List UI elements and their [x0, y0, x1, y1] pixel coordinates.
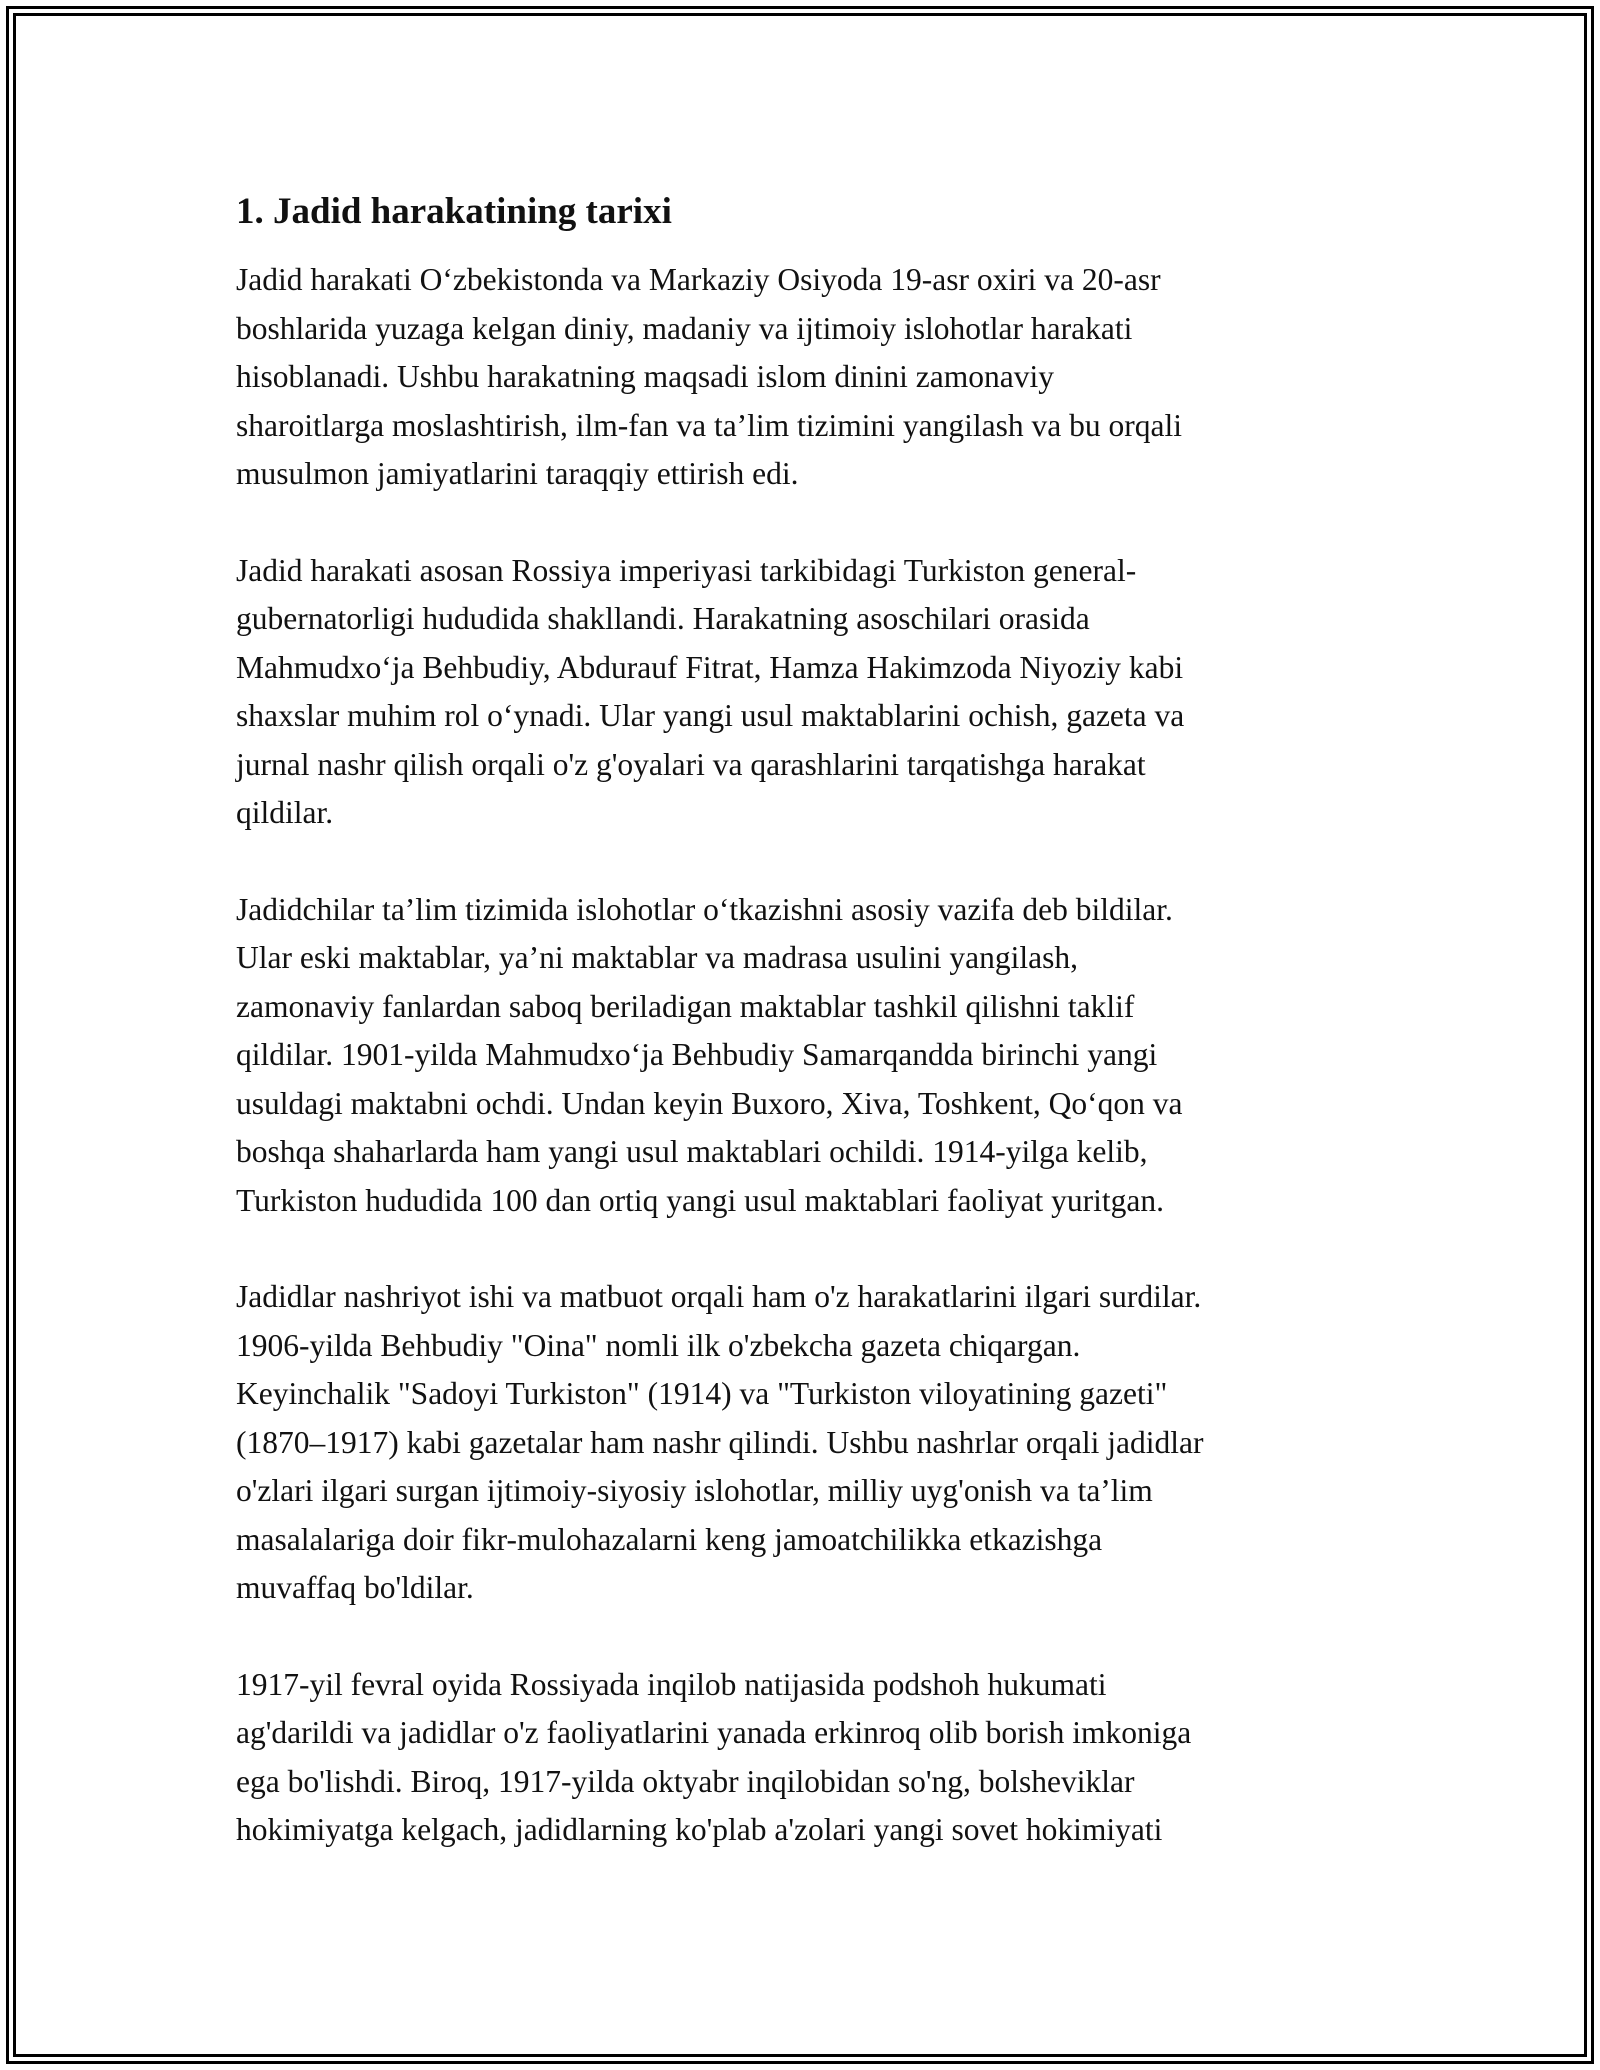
text-line: Ular eski maktablar, ya’ni maktablar va madrasa usulini yangilash,	[236, 940, 1078, 975]
text-line: boshlarida yuzaga kelgan diniy, madaniy va ijtimoiy islohotlar harakati	[236, 310, 1133, 346]
text-line: Turkiston hududida 100 dan ortiq yangi usul maktablari faoliyat yuritgan.	[236, 1182, 1164, 1218]
section-heading: 1. Jadid harakatining tarixi	[236, 191, 672, 232]
text-line: zamonaviy fanlardan saboq beriladigan maktablar tashkil qilishni taklif	[236, 988, 1135, 1024]
text-line: Jadidlar nashriyot ishi va matbuot orqali ham o'z harakatlarini ilgari surdilar.	[236, 1279, 1202, 1314]
paragraph-3	[236, 886, 1386, 1226]
text-line: muvaffaq bo'ldilar.	[236, 1570, 474, 1605]
text-line: jurnal nashr qilish orqali o'z g'oyalari va qarashlarini tarqatishga harakat	[236, 746, 1146, 782]
text-line: shaxslar muhim rol o‘ynadi. Ular yangi usul maktablarini ochish, gazeta va	[236, 698, 1185, 733]
text-line: Jadid harakati O‘zbekistonda va Markaziy Osiyoda 19-asr oxiri va 20-asr	[236, 262, 1161, 297]
paragraph-4	[236, 1273, 1386, 1613]
text-line: sharoitlarga moslashtirish, ilm-fan va ta’lim tizimini yangilash va bu orqali	[236, 407, 1182, 443]
text-line: Mahmudxo‘ja Behbudiy, Abdurauf Fitrat, Hamza Hakimzoda Niyoziy kabi	[236, 649, 1184, 685]
text-line: 1906-yilda Behbudiy "Oina" nomli ilk o'zbekcha gazeta chiqargan.	[236, 1327, 1081, 1363]
text-line: gubernatorligi hududida shakllandi. Harakatning asoschilari orasida	[236, 601, 1090, 636]
text-line: ag'darildi va jadidlar o'z faoliyatlarini yanada erkinroq olib borish imkoniga	[236, 1715, 1192, 1750]
text-line: musulmon jamiyatlarini taraqqiy ettirish edi.	[236, 456, 799, 491]
text-line: 1917-yil fevral oyida Rossiyada inqilob natijasida podshoh hukumati	[236, 1666, 1107, 1702]
text-line: Jadid harakati asosan Rossiya imperiyasi tarkibidagi Turkiston general-	[236, 552, 1137, 588]
text-line: hokimiyatga kelgach, jadidlarning ko'plab a'zolari yangi sovet hokimiyati	[236, 1812, 1163, 1847]
document-body	[236, 188, 1386, 1903]
text-line: ega bo'lishdi. Biroq, 1917-yilda oktyabr inqilobidan so'ng, bolsheviklar	[236, 1763, 1135, 1799]
text-line: Keyinchalik "Sadoyi Turkiston" (1914) va "Turkiston viloyatining gazeti"	[236, 1376, 1168, 1411]
paragraph-2	[236, 547, 1386, 838]
text-line: o'zlari ilgari surgan ijtimoiy-siyosiy islohotlar, milliy uyg'onish va ta’lim	[236, 1473, 1153, 1508]
text-line: boshqa shaharlarda ham yangi usul maktablari ochildi. 1914-yilga kelib,	[236, 1134, 1148, 1169]
text-line: (1870–1917) kabi gazetalar ham nashr qilindi. Ushbu nashrlar orqali jadidlar	[236, 1424, 1204, 1460]
text-line: qildilar.	[236, 795, 334, 830]
text-line: usuldagi maktabni ochdi. Undan keyin Buxoro, Xiva, Toshkent, Qo‘qon va	[236, 1085, 1183, 1121]
paragraph-1	[236, 256, 1386, 499]
text-line: qildilar. 1901-yilda Mahmudxo‘ja Behbudiy Samarqandda birinchi yangi	[236, 1037, 1158, 1072]
text-line: hisoblanadi. Ushbu harakatning maqsadi islom dinini zamonaviy	[236, 359, 1054, 394]
text-line: Jadidchilar ta’lim tizimida islohotlar o‘tkazishni asosiy vazifa deb bildilar.	[236, 891, 1173, 927]
paragraph-5	[236, 1661, 1386, 1855]
text-line: masalalariga doir fikr-mulohazalarni keng jamoatchilikka etkazishga	[236, 1521, 1103, 1557]
